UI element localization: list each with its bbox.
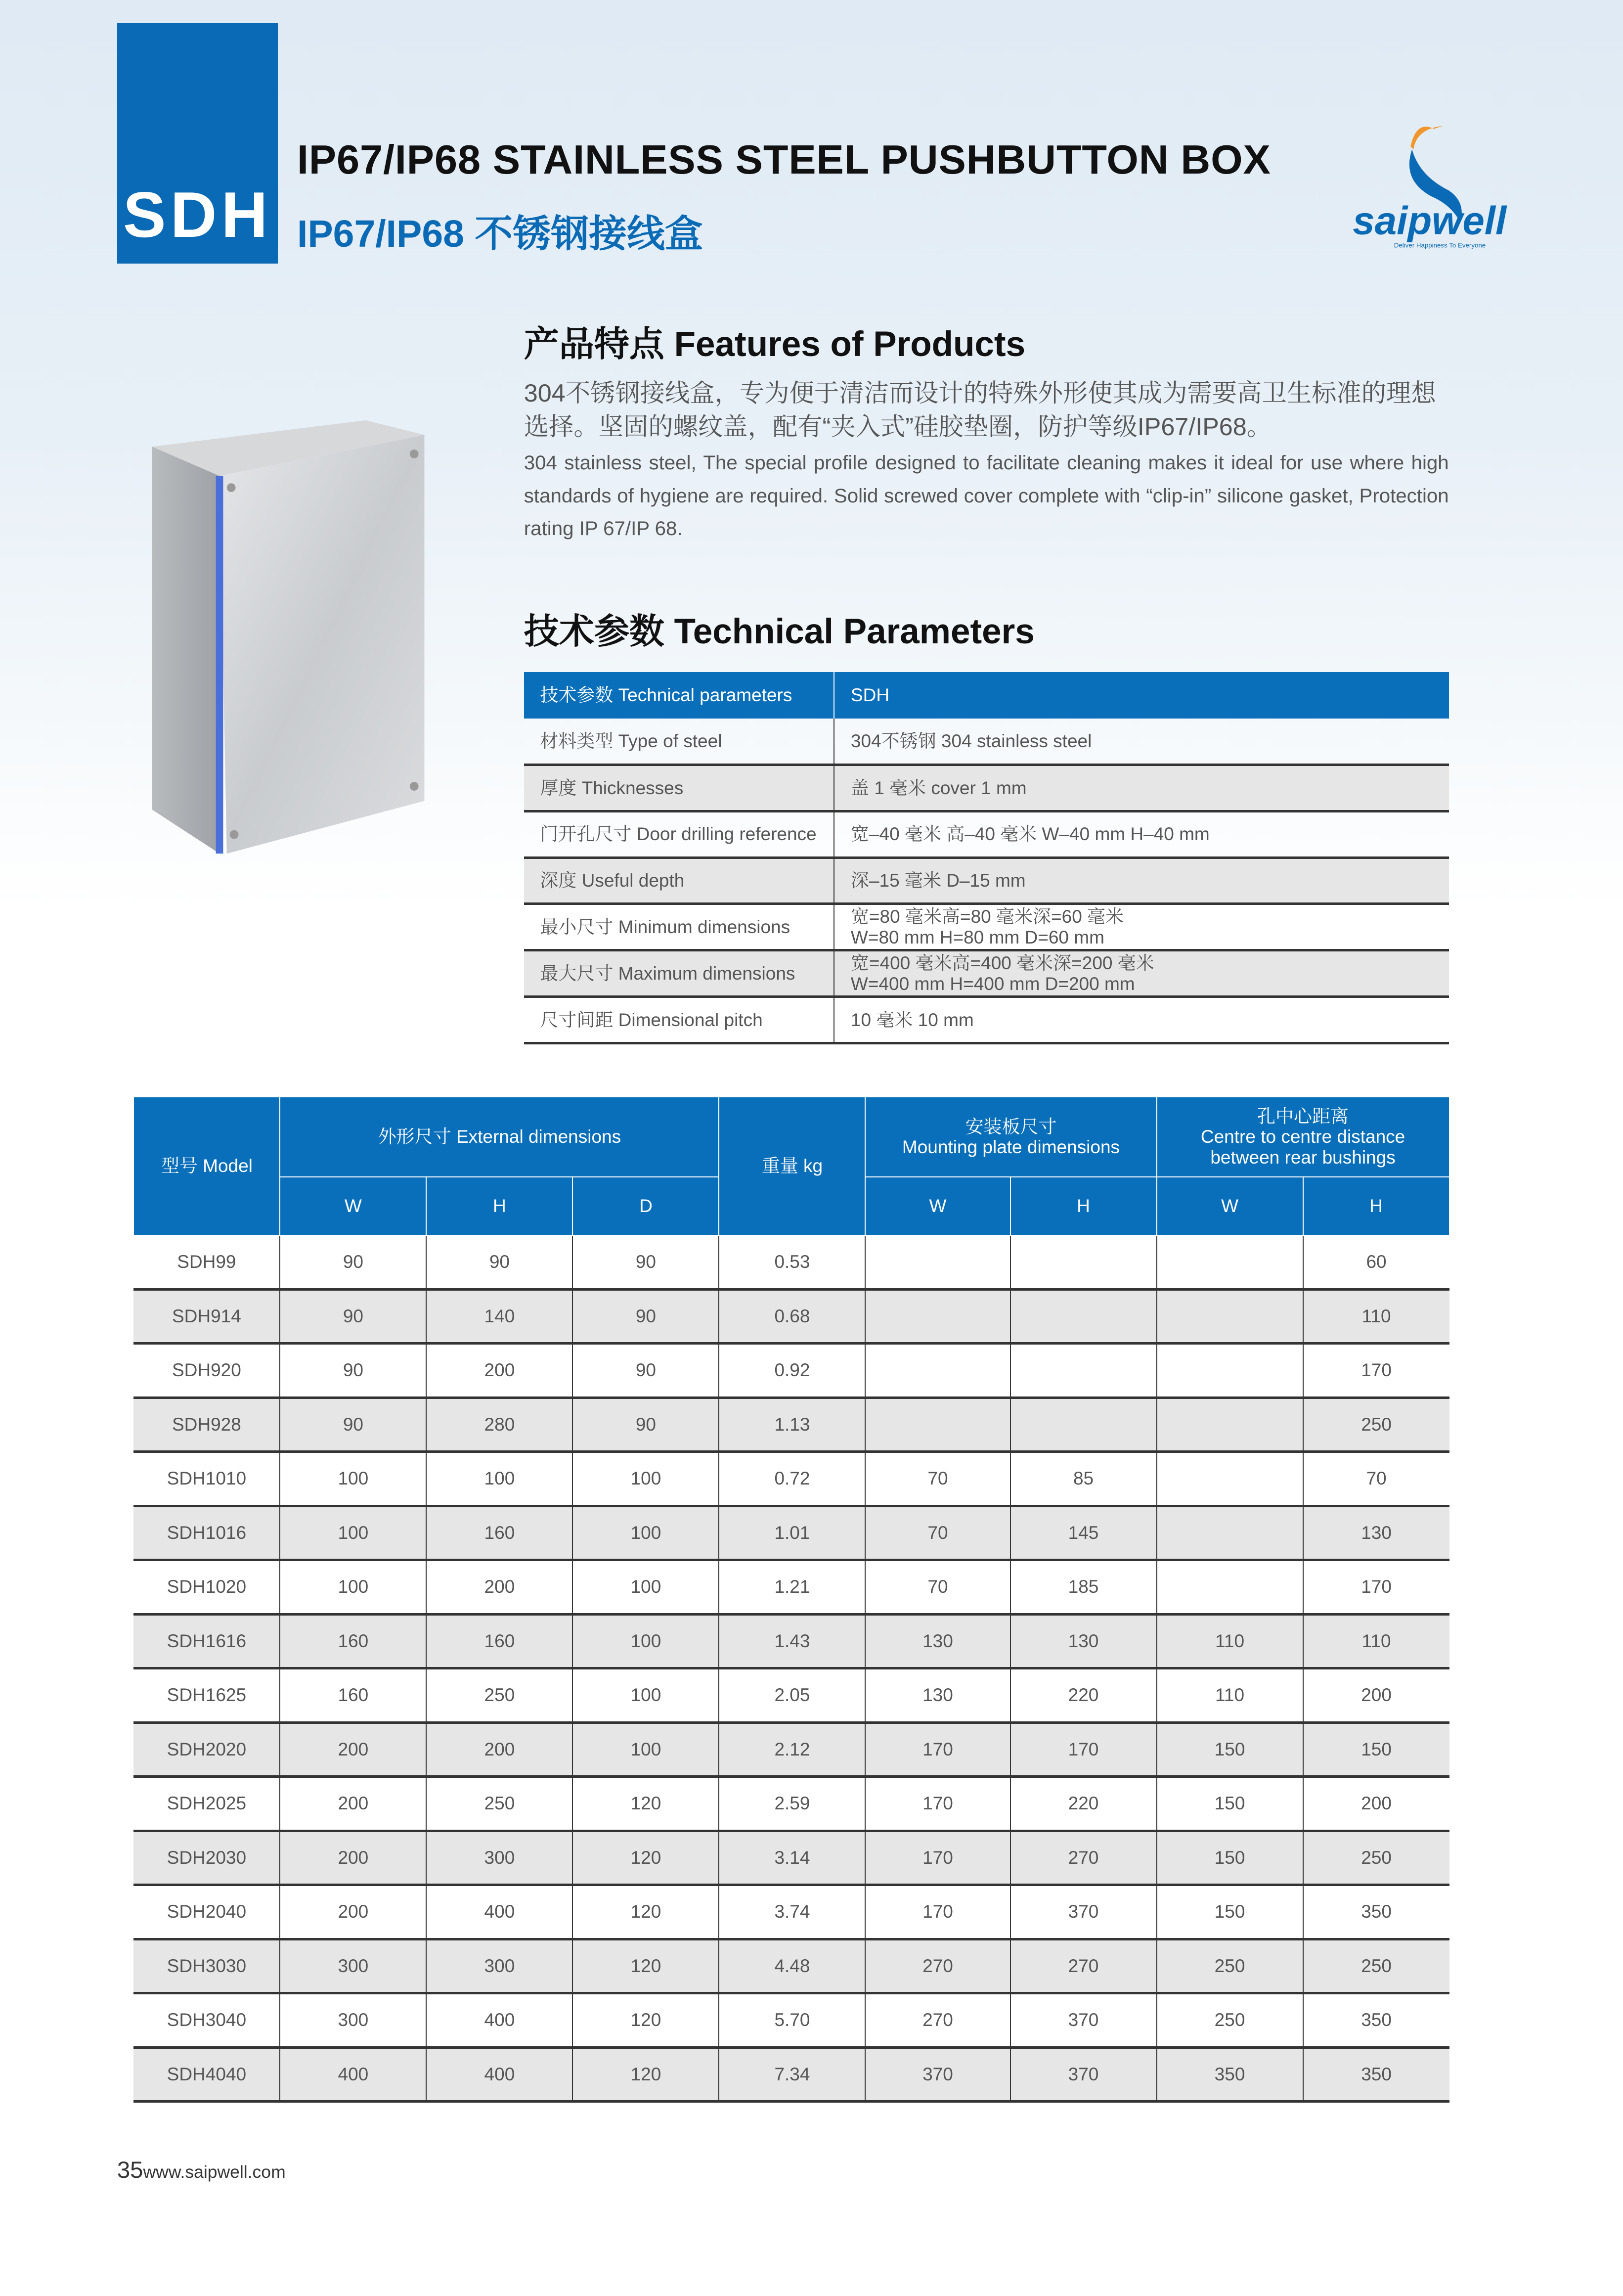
model-name: SDH99 [133, 1235, 280, 1290]
table-row [524, 811, 1449, 857]
table-cell: 170 [865, 1777, 1010, 1831]
table-cell: 300 [426, 1831, 572, 1885]
table-cell: 2.59 [719, 1777, 865, 1831]
table-cell: 200 [1303, 1777, 1449, 1831]
table-cell [865, 1344, 1010, 1398]
parameter-value: 10 毫米 10 mm [834, 997, 1448, 1043]
header-cell: 技术参数 Technical parameters [524, 672, 834, 719]
table-cell: 7.34 [719, 2047, 865, 2102]
table-cell: 4.48 [719, 1939, 865, 1993]
table-cell: 270 [865, 1939, 1010, 1993]
parameter-value: 深–15 毫米 D–15 mm [834, 857, 1448, 904]
parameter-value: 宽–40 毫米 高–40 毫米 W–40 mm H–40 mm [834, 811, 1448, 857]
table-cell: 280 [426, 1397, 572, 1452]
parameter-label: 尺寸间距 Dimensional pitch [524, 997, 834, 1043]
table-cell: 90 [572, 1344, 719, 1398]
table-row [133, 1885, 1449, 1939]
model-name: SDH1020 [133, 1560, 280, 1615]
table-cell: 370 [1010, 2047, 1157, 2102]
subheader-h: H [1010, 1177, 1157, 1235]
table-cell: 0.92 [719, 1344, 865, 1398]
table-cell [1157, 1452, 1303, 1506]
table-cell: 100 [572, 1614, 719, 1668]
table-cell: 300 [280, 1939, 426, 1993]
saipwell-logo [1346, 114, 1514, 253]
table-cell: 120 [572, 1777, 719, 1831]
table-cell: 400 [426, 2047, 572, 2102]
table-cell: 200 [1303, 1668, 1449, 1723]
table-cell: 100 [426, 1452, 572, 1506]
table-cell: 110 [1157, 1614, 1303, 1668]
table-cell: 0.68 [719, 1289, 865, 1344]
table-cell [865, 1289, 1010, 1344]
table-row [133, 1939, 1449, 1993]
table-cell: 100 [280, 1452, 426, 1506]
table-row [133, 1506, 1449, 1560]
table-cell [865, 1235, 1010, 1290]
table-cell: 0.53 [719, 1235, 865, 1290]
table-row [133, 1452, 1449, 1506]
table-cell: 150 [1303, 1722, 1449, 1777]
table-cell [1157, 1506, 1303, 1560]
table-cell [1157, 1235, 1303, 1290]
model-name: SDH2025 [133, 1777, 280, 1831]
table-cell: 70 [865, 1452, 1010, 1506]
parameter-value: 宽=80 毫米高=80 毫米深=60 毫米 W=80 mm H=80 mm D=60 mm [834, 904, 1448, 950]
model-name: SDH3040 [133, 1993, 280, 2048]
table-cell: 160 [280, 1668, 426, 1723]
table-cell: 130 [865, 1668, 1010, 1723]
table-row [524, 719, 1449, 765]
table-cell: 400 [426, 1885, 572, 1939]
table-cell: 90 [280, 1397, 426, 1452]
table-cell: 150 [1157, 1722, 1303, 1777]
table-cell: 0.72 [719, 1452, 865, 1506]
table-cell: 200 [426, 1560, 572, 1615]
model-name: SDH928 [133, 1397, 280, 1452]
table-cell: 300 [426, 1939, 572, 1993]
table-cell: 220 [1010, 1777, 1157, 1831]
model-name: SDH4040 [133, 2047, 280, 2102]
svg-text:saipwell: saipwell [1353, 198, 1507, 243]
header-cell: SDH [834, 672, 1448, 719]
product-image-steel-box [146, 417, 432, 856]
table-cell: 170 [1303, 1560, 1449, 1615]
table-cell: 150 [1157, 1831, 1303, 1885]
table-cell: 350 [1303, 1993, 1449, 2048]
table-cell: 200 [280, 1831, 426, 1885]
table-cell: 250 [1303, 1397, 1449, 1452]
table-row [133, 1722, 1449, 1777]
table-cell: 150 [1157, 1777, 1303, 1831]
parameter-value: 盖 1 毫米 cover 1 mm [834, 765, 1448, 811]
subheader-w: W [280, 1177, 426, 1235]
table-cell: 70 [1303, 1452, 1449, 1506]
table-cell: 200 [426, 1344, 572, 1398]
subheader-d: D [572, 1177, 719, 1235]
table-row [133, 1560, 1449, 1615]
series-badge [117, 23, 278, 263]
table-cell: 160 [426, 1506, 572, 1560]
parameter-label: 厚度 Thicknesses [524, 765, 834, 811]
table-cell [1010, 1289, 1157, 1344]
table-cell: 70 [865, 1560, 1010, 1615]
page-number: 35 [117, 2157, 143, 2183]
table-row [133, 1289, 1449, 1344]
technical-parameters-table [524, 672, 1449, 1044]
table-cell: 270 [1010, 1831, 1157, 1885]
series-badge-label: SDH [123, 179, 272, 251]
subheader-w: W [865, 1177, 1010, 1235]
technical-heading: 技术参数 Technical Parameters [524, 612, 1035, 651]
col-mounting-plate: 安装板尺寸 Mounting plate dimensions [865, 1097, 1156, 1177]
table-cell: 1.13 [719, 1397, 865, 1452]
table-row [524, 765, 1449, 811]
table-cell: 2.05 [719, 1668, 865, 1723]
table-cell: 110 [1303, 1289, 1449, 1344]
features-heading: 产品特点 Features of Products [524, 325, 1026, 364]
table-cell: 3.74 [719, 1885, 865, 1939]
model-name: SDH1616 [133, 1614, 280, 1668]
table-cell: 1.21 [719, 1560, 865, 1615]
table-cell: 300 [280, 1993, 426, 2048]
table-cell: 130 [1010, 1614, 1157, 1668]
table-row [133, 1993, 1449, 2048]
table-row [133, 2047, 1449, 2102]
table-cell: 90 [280, 1289, 426, 1344]
table-cell: 370 [865, 2047, 1010, 2102]
parameter-value: 宽=400 毫米高=400 毫米深=200 毫米 W=400 mm H=400 mm D=200 mm [834, 950, 1448, 997]
table-cell [1010, 1344, 1157, 1398]
table-cell: 130 [865, 1614, 1010, 1668]
table-cell: 160 [426, 1614, 572, 1668]
table-cell: 90 [572, 1235, 719, 1290]
table-cell [1157, 1289, 1303, 1344]
table-cell: 100 [572, 1722, 719, 1777]
parameter-label: 深度 Useful depth [524, 857, 834, 904]
table-cell: 170 [1303, 1344, 1449, 1398]
table-cell: 200 [280, 1885, 426, 1939]
table-cell: 270 [865, 1993, 1010, 2048]
table-cell: 350 [1157, 2047, 1303, 2102]
table-cell [1157, 1397, 1303, 1452]
table-cell: 85 [1010, 1452, 1157, 1506]
table-cell: 110 [1303, 1614, 1449, 1668]
col-weight: 重量 kg [719, 1097, 865, 1235]
parameter-label: 最大尺寸 Maximum dimensions [524, 950, 834, 997]
page-title-en: IP67/IP68 STAINLESS STEEL PUSHBUTTON BOX [297, 136, 1271, 183]
model-name: SDH914 [133, 1289, 280, 1344]
col-model: 型号 Model [133, 1097, 280, 1235]
table-cell: 350 [1303, 2047, 1449, 2102]
table-cell: 200 [280, 1777, 426, 1831]
table-cell: 3.14 [719, 1831, 865, 1885]
table-cell: 250 [426, 1777, 572, 1831]
table-cell: 350 [1303, 1885, 1449, 1939]
table-cell: 170 [865, 1885, 1010, 1939]
table-row [524, 997, 1449, 1043]
table-cell: 200 [426, 1722, 572, 1777]
page-title-cn: IP67/IP68 不锈钢接线盒 [297, 213, 703, 256]
table-cell: 400 [280, 2047, 426, 2102]
model-name: SDH2040 [133, 1885, 280, 1939]
table-cell: 170 [1010, 1722, 1157, 1777]
table-row [133, 1344, 1449, 1398]
table-row [133, 1397, 1449, 1452]
table-cell: 2.12 [719, 1722, 865, 1777]
table-cell: 185 [1010, 1560, 1157, 1615]
table-cell: 5.70 [719, 1993, 865, 2048]
table-cell: 100 [280, 1560, 426, 1615]
parameter-value: 304不锈钢 304 stainless steel [834, 719, 1448, 765]
model-name: SDH1010 [133, 1452, 280, 1506]
table-row [133, 1235, 1449, 1290]
table-row [524, 904, 1449, 950]
table-cell: 100 [572, 1560, 719, 1615]
table-cell: 220 [1010, 1668, 1157, 1723]
table-cell [1157, 1560, 1303, 1615]
table-cell [1010, 1397, 1157, 1452]
table-cell: 110 [1157, 1668, 1303, 1723]
features-text-cn: 304不锈钢接线盒，专为便于清洁而设计的特殊外形使其成为需要高卫生标准的理想选择。坚固的螺纹盖，配有“夹入式”硅胶垫圈，防护等级IP67/IP68。 [524, 378, 1436, 441]
table-cell: 250 [1303, 1939, 1449, 1993]
model-name: SDH1625 [133, 1668, 280, 1723]
col-centre-distance: 孔中心距离 Centre to centre distance between rear bushings [1157, 1097, 1449, 1177]
features-text-en: 304 stainless steel, The special profile designed to facilitate cleaning makes it ideal for use where high standards of hygiene are required. Solid screwed cover complete with “clip-in” silicone gasket, Protection rating IP 67/IP 68. [524, 451, 1449, 540]
table-cell: 1.43 [719, 1614, 865, 1668]
table-cell: 100 [572, 1668, 719, 1723]
table-cell: 100 [280, 1506, 426, 1560]
table-cell: 370 [1010, 1885, 1157, 1939]
table-cell: 120 [572, 1831, 719, 1885]
parameter-label: 最小尺寸 Minimum dimensions [524, 904, 834, 950]
table-row [133, 1668, 1449, 1723]
model-name: SDH1016 [133, 1506, 280, 1560]
table-cell [1010, 1235, 1157, 1290]
table-cell: 130 [1303, 1506, 1449, 1560]
table-cell: 90 [426, 1235, 572, 1290]
website-link[interactable]: www.saipwell.com [143, 2161, 286, 2182]
table-cell: 100 [572, 1452, 719, 1506]
table-cell: 150 [1157, 1885, 1303, 1939]
table-header-row [524, 672, 1449, 719]
table-row [524, 857, 1449, 904]
table-cell: 90 [280, 1344, 426, 1398]
table-cell: 120 [572, 1939, 719, 1993]
table-cell: 140 [426, 1289, 572, 1344]
page-footer [117, 2157, 286, 2184]
table-cell: 270 [1010, 1939, 1157, 1993]
table-cell: 100 [572, 1506, 719, 1560]
model-name: SDH920 [133, 1344, 280, 1398]
table-cell: 60 [1303, 1235, 1449, 1290]
svg-text:Deliver Happiness To Everyone: Deliver Happiness To Everyone [1394, 241, 1486, 249]
table-cell: 250 [1303, 1831, 1449, 1885]
model-name: SDH2030 [133, 1831, 280, 1885]
table-cell: 370 [1010, 1993, 1157, 2048]
table-cell: 90 [280, 1235, 426, 1290]
table-cell: 170 [865, 1722, 1010, 1777]
table-cell: 250 [1157, 1993, 1303, 2048]
table-cell: 120 [572, 2047, 719, 2102]
subheader-h: H [1303, 1177, 1449, 1235]
parameter-label: 材料类型 Type of steel [524, 719, 834, 765]
table-cell: 90 [572, 1397, 719, 1452]
table-cell: 400 [426, 1993, 572, 2048]
table-cell: 250 [1157, 1939, 1303, 1993]
table-cell: 200 [280, 1722, 426, 1777]
model-name: SDH3030 [133, 1939, 280, 1993]
table-cell: 120 [572, 1993, 719, 2048]
table-row [133, 1614, 1449, 1668]
table-cell: 70 [865, 1506, 1010, 1560]
table-cell: 160 [280, 1614, 426, 1668]
table-cell [1157, 1344, 1303, 1398]
table-cell: 170 [865, 1831, 1010, 1885]
model-name: SDH2020 [133, 1722, 280, 1777]
subheader-w: W [1157, 1177, 1303, 1235]
table-row [524, 950, 1449, 997]
table-cell: 120 [572, 1885, 719, 1939]
col-external-dimensions: 外形尺寸 External dimensions [280, 1097, 719, 1177]
subheader-h: H [426, 1177, 572, 1235]
table-cell: 145 [1010, 1506, 1157, 1560]
table-row [133, 1777, 1449, 1831]
table-row [133, 1831, 1449, 1885]
parameter-label: 门开孔尺寸 Door drilling reference [524, 811, 834, 857]
table-cell: 1.01 [719, 1506, 865, 1560]
table-cell: 250 [426, 1668, 572, 1723]
table-cell [865, 1397, 1010, 1452]
table-cell: 90 [572, 1289, 719, 1344]
models-table [133, 1096, 1449, 2103]
